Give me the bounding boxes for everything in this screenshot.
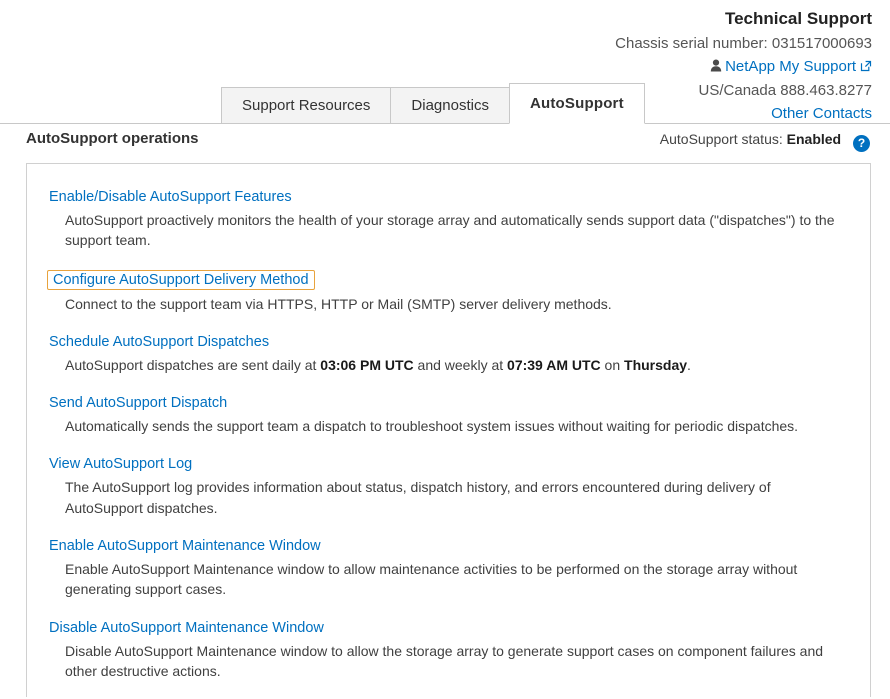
tab-list [221, 83, 644, 124]
operation-view-log [47, 455, 850, 518]
chassis-serial-value: 031517000693 [771, 34, 872, 52]
enable-autosupport-maintenance-window-link[interactable]: Enable AutoSupport Maintenance Window [49, 538, 321, 555]
disable-autosupport-maintenance-window-link[interactable]: Disable AutoSupport Maintenance Window [49, 619, 324, 636]
operations-bar [26, 130, 870, 156]
operation-schedule-dispatches [47, 333, 850, 375]
schedule-daily-time: 03:06 PM UTC [320, 356, 414, 373]
chassis-serial-number [615, 34, 872, 54]
help-icon[interactable]: ? [853, 135, 870, 152]
operation-enable-maintenance-window [47, 537, 850, 600]
schedule-weekly-day: Thursday [624, 356, 688, 373]
operation-configure-delivery-method [47, 270, 850, 314]
autosupport-operations-panel [26, 163, 871, 697]
tab-support-resources[interactable]: Support Resources [221, 87, 391, 124]
other-contacts-link[interactable]: Other Contacts [771, 104, 872, 122]
autosupport-status [660, 130, 870, 152]
external-link-icon [860, 58, 872, 78]
send-autosupport-dispatch-description: Automatically sends the support team a dispatch to troubleshoot system issues without waiting for periodic dispatches. [65, 418, 799, 435]
my-support-row[interactable] [615, 57, 872, 78]
schedule-text-1: AutoSupport dispatches are sent daily at [65, 356, 321, 373]
chassis-serial-label: Chassis serial number: [615, 34, 768, 52]
enable-disable-autosupport-features-link[interactable]: Enable/Disable AutoSupport Features [49, 189, 292, 205]
tab-autosupport[interactable]: AutoSupport [509, 83, 645, 124]
operation-enable-disable-features [47, 188, 850, 251]
status-label: AutoSupport status: [659, 131, 783, 147]
configure-autosupport-delivery-method-link[interactable]: Configure AutoSupport Delivery Method [47, 270, 315, 290]
schedule-autosupport-dispatches-description [65, 355, 850, 375]
status-value: Enabled [786, 131, 842, 147]
schedule-autosupport-dispatches-link[interactable]: Schedule AutoSupport Dispatches [49, 333, 270, 350]
configure-autosupport-delivery-method-description: Connect to the support team via HTTPS, HTTP or Mail (SMTP) server delivery methods. [65, 295, 612, 312]
page-title: Technical Support [724, 9, 872, 28]
operation-send-dispatch [47, 394, 850, 436]
enable-disable-autosupport-features-description: AutoSupport proactively monitors the health of your storage array and automatically sends support data ("dispatches") to the support team. [65, 212, 835, 249]
schedule-weekly-time: 07:39 AM UTC [507, 356, 601, 373]
schedule-text-3: on [600, 356, 625, 373]
enable-autosupport-maintenance-window-description: Enable AutoSupport Maintenance window to allow maintenance activities to be performed on the storage array without generating support cases. [65, 561, 798, 598]
view-autosupport-log-link[interactable]: View AutoSupport Log [49, 456, 193, 473]
tab-diagnostics[interactable]: Diagnostics [390, 87, 510, 124]
operations-title: AutoSupport operations [26, 130, 199, 147]
support-phone: US/Canada 888.463.8277 [698, 82, 872, 100]
tab-strip [0, 84, 890, 124]
send-autosupport-dispatch-link[interactable]: Send AutoSupport Dispatch [49, 395, 228, 412]
schedule-text-4: . [687, 356, 691, 373]
schedule-text-2: and weekly at [413, 356, 508, 373]
netapp-my-support-link[interactable]: NetApp My Support [725, 58, 856, 76]
disable-autosupport-maintenance-window-description: Disable AutoSupport Maintenance window to allow the storage array to generate support cases on component failures and other destructive actions. [65, 642, 824, 679]
person-icon [710, 58, 722, 78]
operation-disable-maintenance-window [47, 619, 850, 682]
view-autosupport-log-description: The AutoSupport log provides information about status, dispatch history, and errors encountered during delivery of AutoSupport dispatches. [65, 479, 771, 516]
